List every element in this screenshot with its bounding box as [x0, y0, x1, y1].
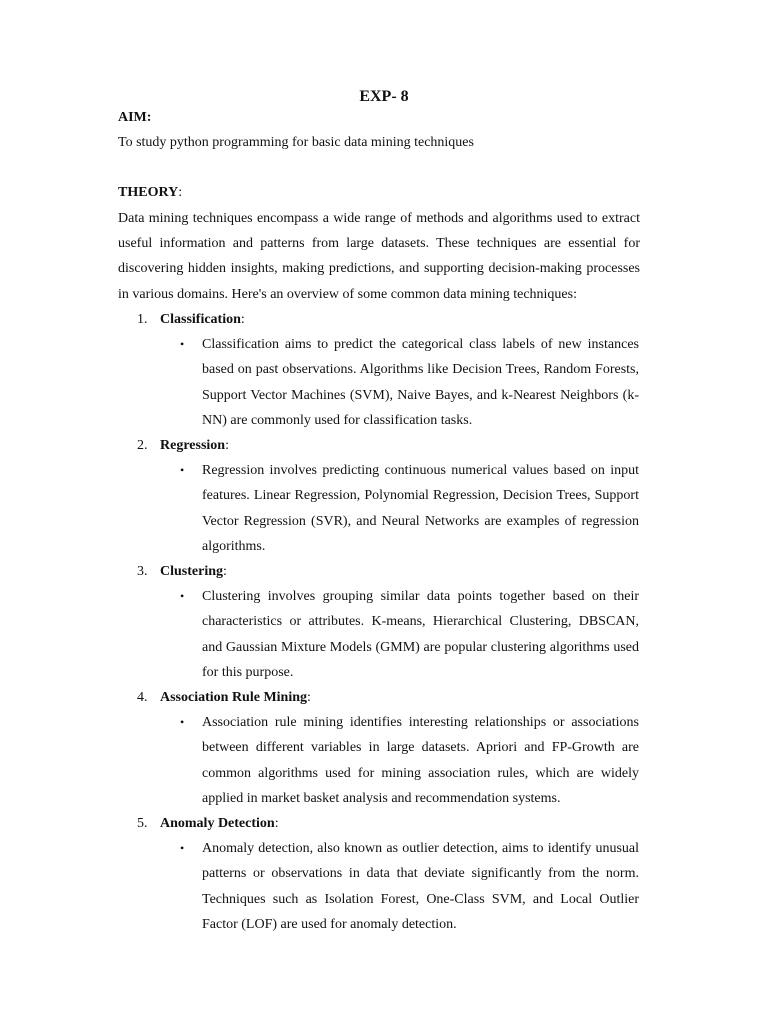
technique-description: Clustering involves grouping similar data points together based on their characteristics or attributes. K-means, Hierarchical Clustering, DBSCAN, and Gaussian Mixture Models (GMM) are popular clustering algorithms used for this purpose. [202, 589, 639, 680]
theory-heading-line [118, 183, 182, 203]
aim-text: To study python programming for basic data mining techniques [118, 135, 474, 150]
bullet-icon: • [180, 589, 185, 604]
technique-title: Anomaly Detection [160, 816, 275, 831]
technique-suffix: : [307, 690, 311, 705]
technique-description: Association rule mining identifies interesting relationships or associations between different variables in large datasets. Apriori and FP-Growth are common algorithms used for mining association rules, which are widely applied in market basket analysis and recommendation systems. [202, 715, 639, 806]
technique-number: 5. [137, 816, 148, 831]
technique-item [0, 307, 768, 433]
technique-item [0, 433, 768, 559]
aim-heading: AIM: [118, 110, 152, 125]
technique-number: 4. [137, 690, 148, 705]
bullet-icon: • [180, 337, 185, 352]
technique-description: Anomaly detection, also known as outlier detection, aims to identify unusual patterns or observations in data that deviate significantly from the norm. Techniques such as Isolation Forest, One-Class SVM, and Local Outlier Factor (LOF) are used for anomaly detection. [202, 841, 639, 932]
technique-item [0, 559, 768, 685]
bullet-icon: • [180, 715, 185, 730]
techniques-list [0, 307, 768, 937]
technique-suffix: : [223, 564, 227, 579]
technique-number: 2. [137, 438, 148, 453]
technique-item [0, 685, 768, 811]
theory-intro: Data mining techniques encompass a wide range of methods and algorithms used to extract useful information and patterns from large datasets. These techniques are essential for discovering hidden insights, making predictions, and supporting decision-making processes in various domains. Here's an overview of some common data mining techniques: [118, 211, 640, 302]
experiment-title: EXP- 8 [359, 88, 409, 105]
technique-suffix: : [274, 816, 279, 831]
technique-title: Classification [160, 312, 241, 327]
technique-title: Regression [160, 438, 226, 453]
technique-item [0, 811, 768, 937]
theory-heading: THEORY [118, 185, 179, 200]
technique-suffix: : [240, 312, 245, 327]
technique-number: 1. [137, 312, 148, 327]
bullet-icon: • [180, 463, 185, 478]
technique-description: Classification aims to predict the categorical class labels of new instances based on past observations. Algorithms like Decision Trees, Random Forests, Support Vector Machines (SVM), Naive Bayes, and k-Nearest Neighbors (k-NN) are commonly used for classification tasks. [202, 337, 639, 428]
technique-description: Regression involves predicting continuous numerical values based on input features. Linear Regression, Polynomial Regression, Decision Trees, Support Vector Regression (SVR), and Neural Networks are examples of regression algorithms. [202, 463, 639, 554]
technique-title: Clustering [160, 564, 223, 579]
technique-number: 3. [137, 564, 148, 579]
technique-suffix: : [225, 438, 229, 453]
technique-title: Association Rule Mining [160, 690, 308, 705]
theory-heading-suffix: : [178, 185, 183, 200]
bullet-icon: • [180, 841, 185, 856]
